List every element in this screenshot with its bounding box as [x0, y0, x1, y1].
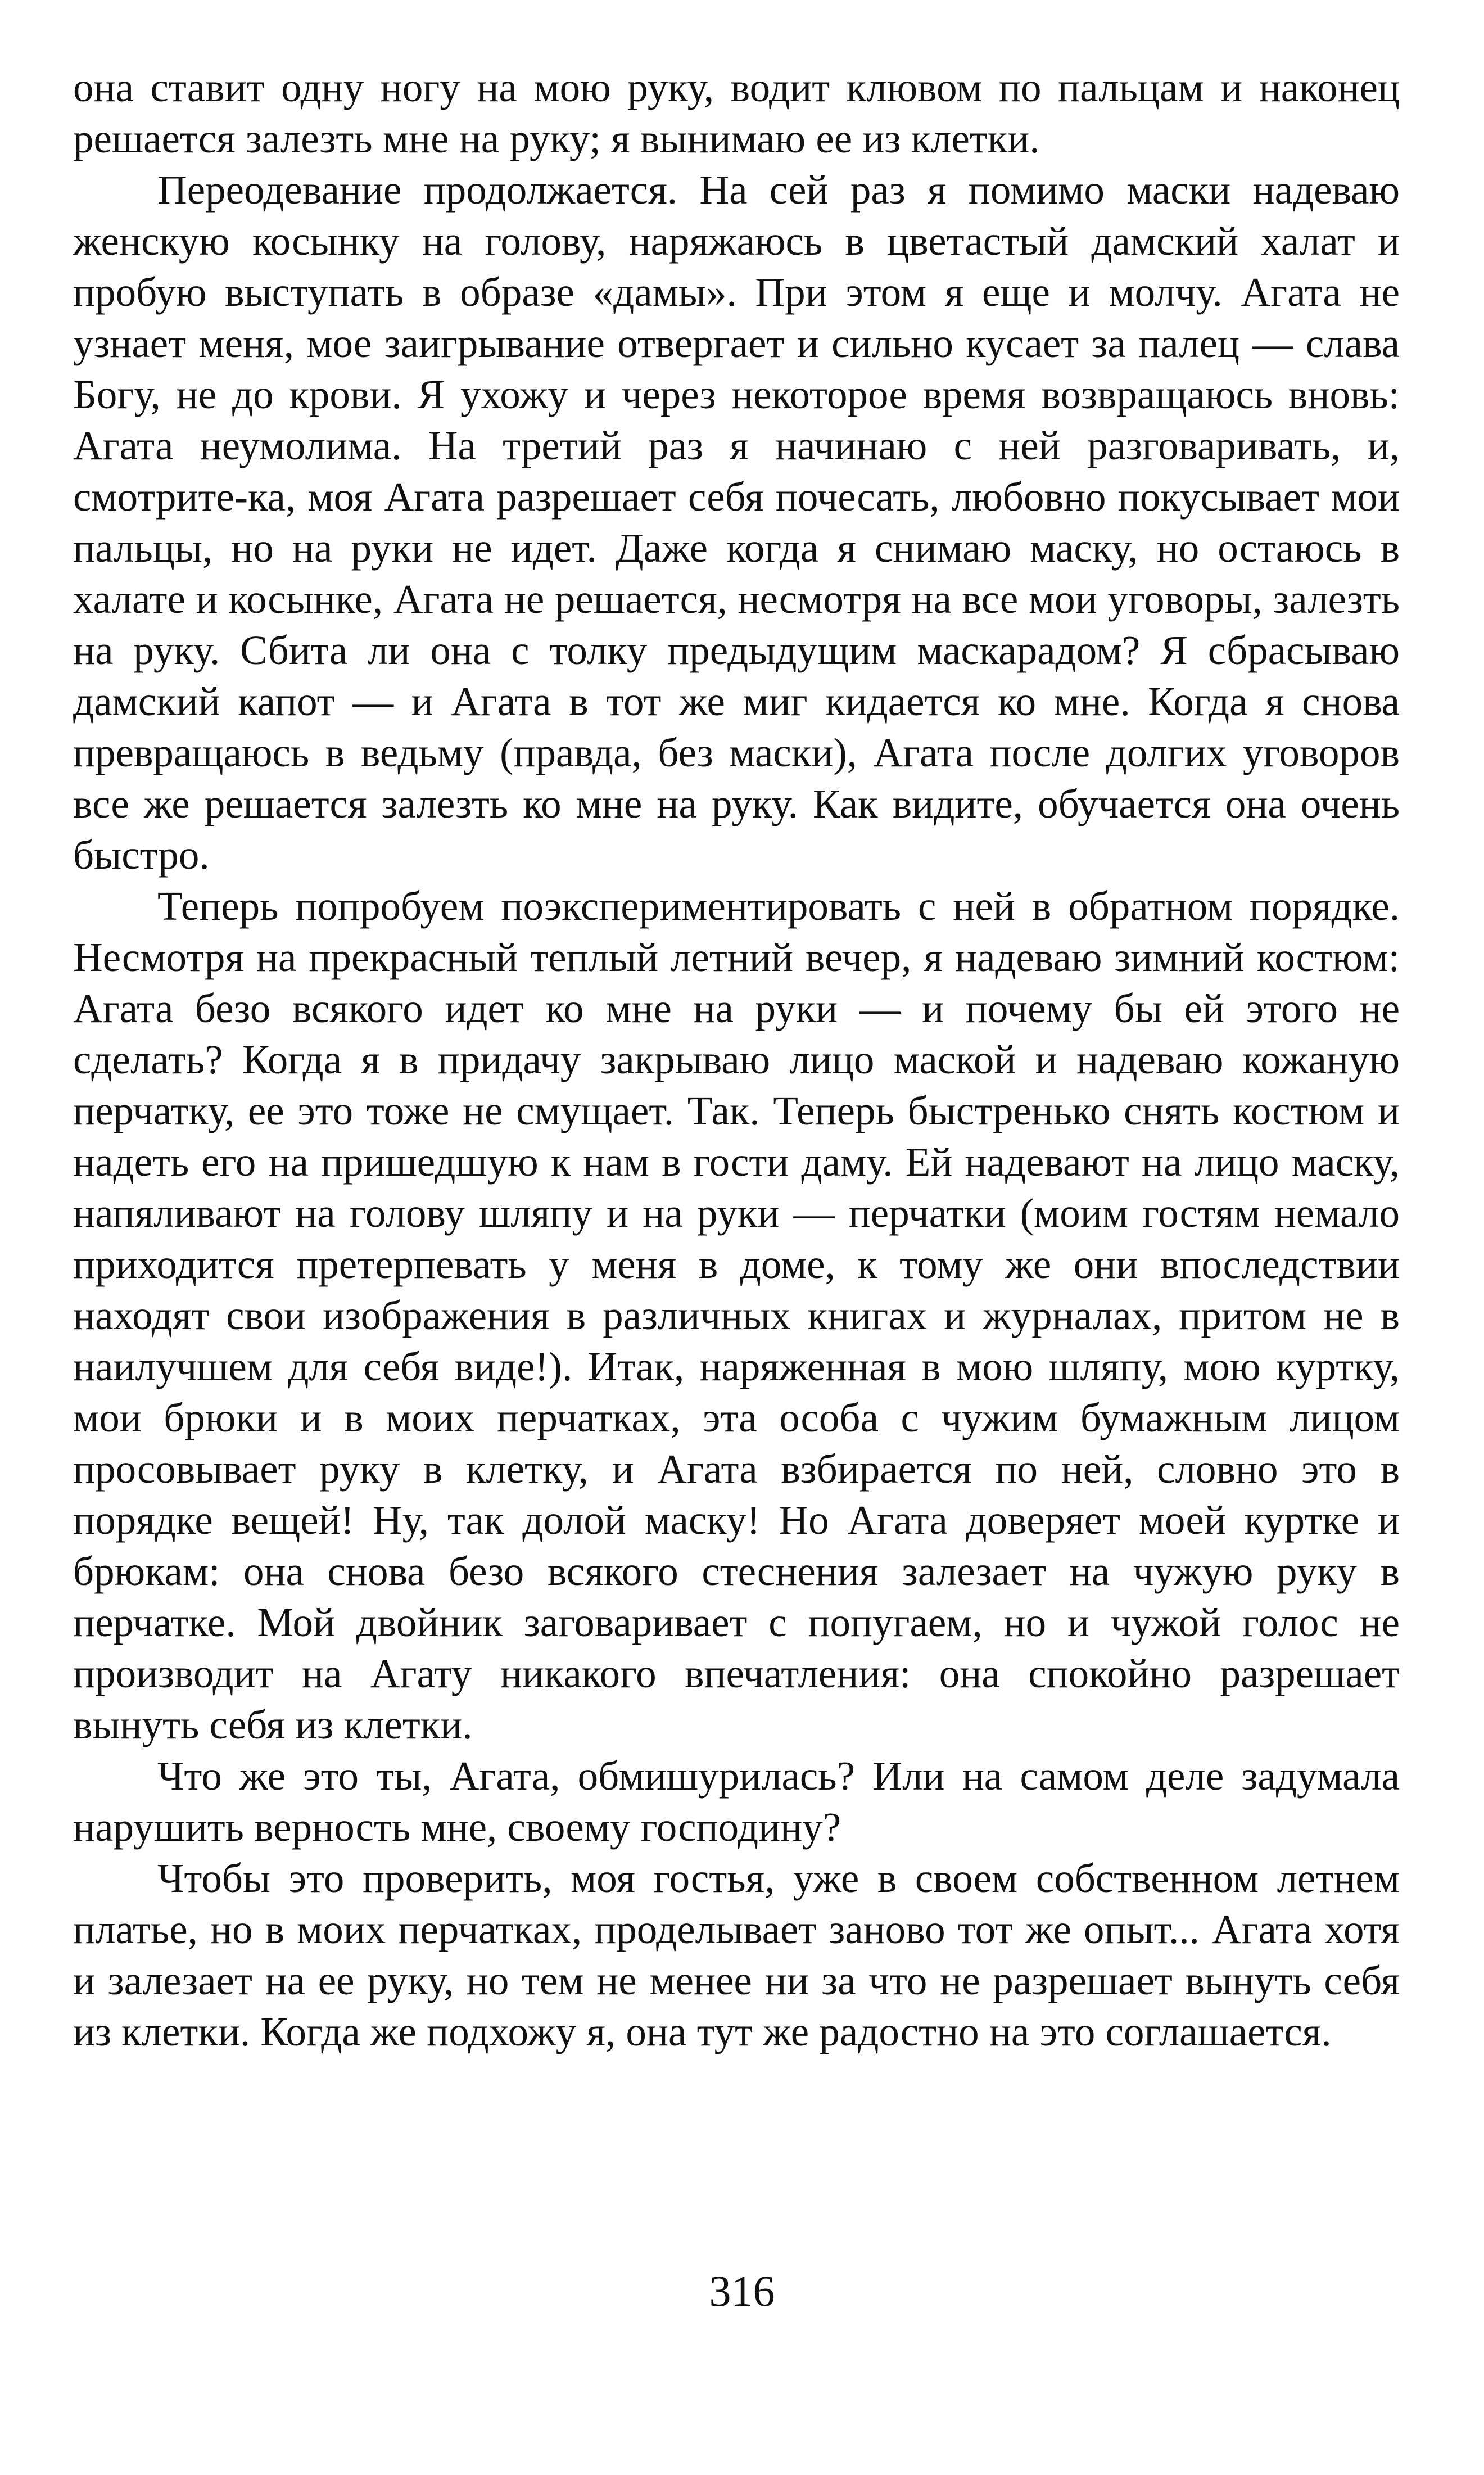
- page-body: [73, 62, 1400, 2057]
- paragraph: Теперь попробуем поэкспериментировать с ней в обратном порядке. Несмотря на прекрасный теплый летний вечер, я надеваю зимний костюм: Агата безо всякого идет ко мне на руки — и почему бы ей этого не сделать? Когда я в придачу закрываю лицо маской и надеваю кожаную перчатку, ее это тоже не смущает. Так. Теперь быстренько снять костюм и надеть его на пришедшую к нам в гости даму. Ей надевают на лицо маску, напяливают на голову шляпу и на руки — перчатки (моим гостям немало приходится претерпевать у меня в доме, к тому же они впоследствии находят свои изображения в различных книгах и журналах, притом не в наилучшем для себя виде!). Итак, наряженная в мою шляпу, мою куртку, мои брюки и в моих перчатках, эта особа с чужим бумажным лицом просовывает руку в клетку, и Агата взбирается по ней, словно это в порядке вещей! Ну, так долой маску! Но Агата доверяет моей куртке и брюкам: она снова безо всякого стеснения залезает на чужую руку в перчатке. Мой двойник заговаривает с попугаем, но и чужой голос не производит на Агату никакого впечатления: она спокойно разрешает вынуть себя из клетки.: [73, 883, 1400, 1747]
- paragraph: Чтобы это проверить, моя гостья, уже в своем собственном летнем платье, но в моих перчатках, проделывает заново тот же опыт... Агата хотя и залезает на ее руку, но тем не менее ни за что не разрешает вынуть себя из клетки. Когда же подхожу я, она тут же радостно на это соглашается.: [73, 1855, 1400, 2054]
- paragraph: Переодевание продолжается. На сей раз я помимо маски надеваю женскую косынку на голову, наряжаюсь в цветастый дамский халат и пробую выступать в образе «дамы». При этом я еще и молчу. Агата не узнает меня, мое заигрывание отвергает и сильно кусает за палец — слава Богу, не до крови. Я ухожу и через некоторое время возвращаюсь вновь: Агата неумолима. На третий раз я начинаю с ней разговаривать, и, смотрите-ка, моя Агата разрешает себя почесать, любовно покусывает мои пальцы, но на руки не идет. Даже когда я снимаю маску, но остаюсь в халате и косынке, Агата не решается, несмотря на все мои уговоры, залезть на руку. Сбита ли она с толку предыдущим маскарадом? Я сбрасываю дамский капот — и Агата в тот же миг кидается ко мне. Когда я снова превращаюсь в ведьму (правда, без маски), Агата после долгих уговоров все же решается залезть ко мне на руку. Как видите, обучается она очень быстро.: [73, 167, 1400, 878]
- paragraph: Что же это ты, Агата, обмишурилась? Или на самом деле задумала нарушить верность мне, своему господину?: [73, 1753, 1400, 1850]
- paragraph-continuation: она ставит одну ногу на мою руку, водит клювом по пальцам и наконец решается залезть мне на руку; я вынимаю ее из клетки.: [73, 65, 1400, 161]
- page-number: 316: [709, 2266, 775, 2315]
